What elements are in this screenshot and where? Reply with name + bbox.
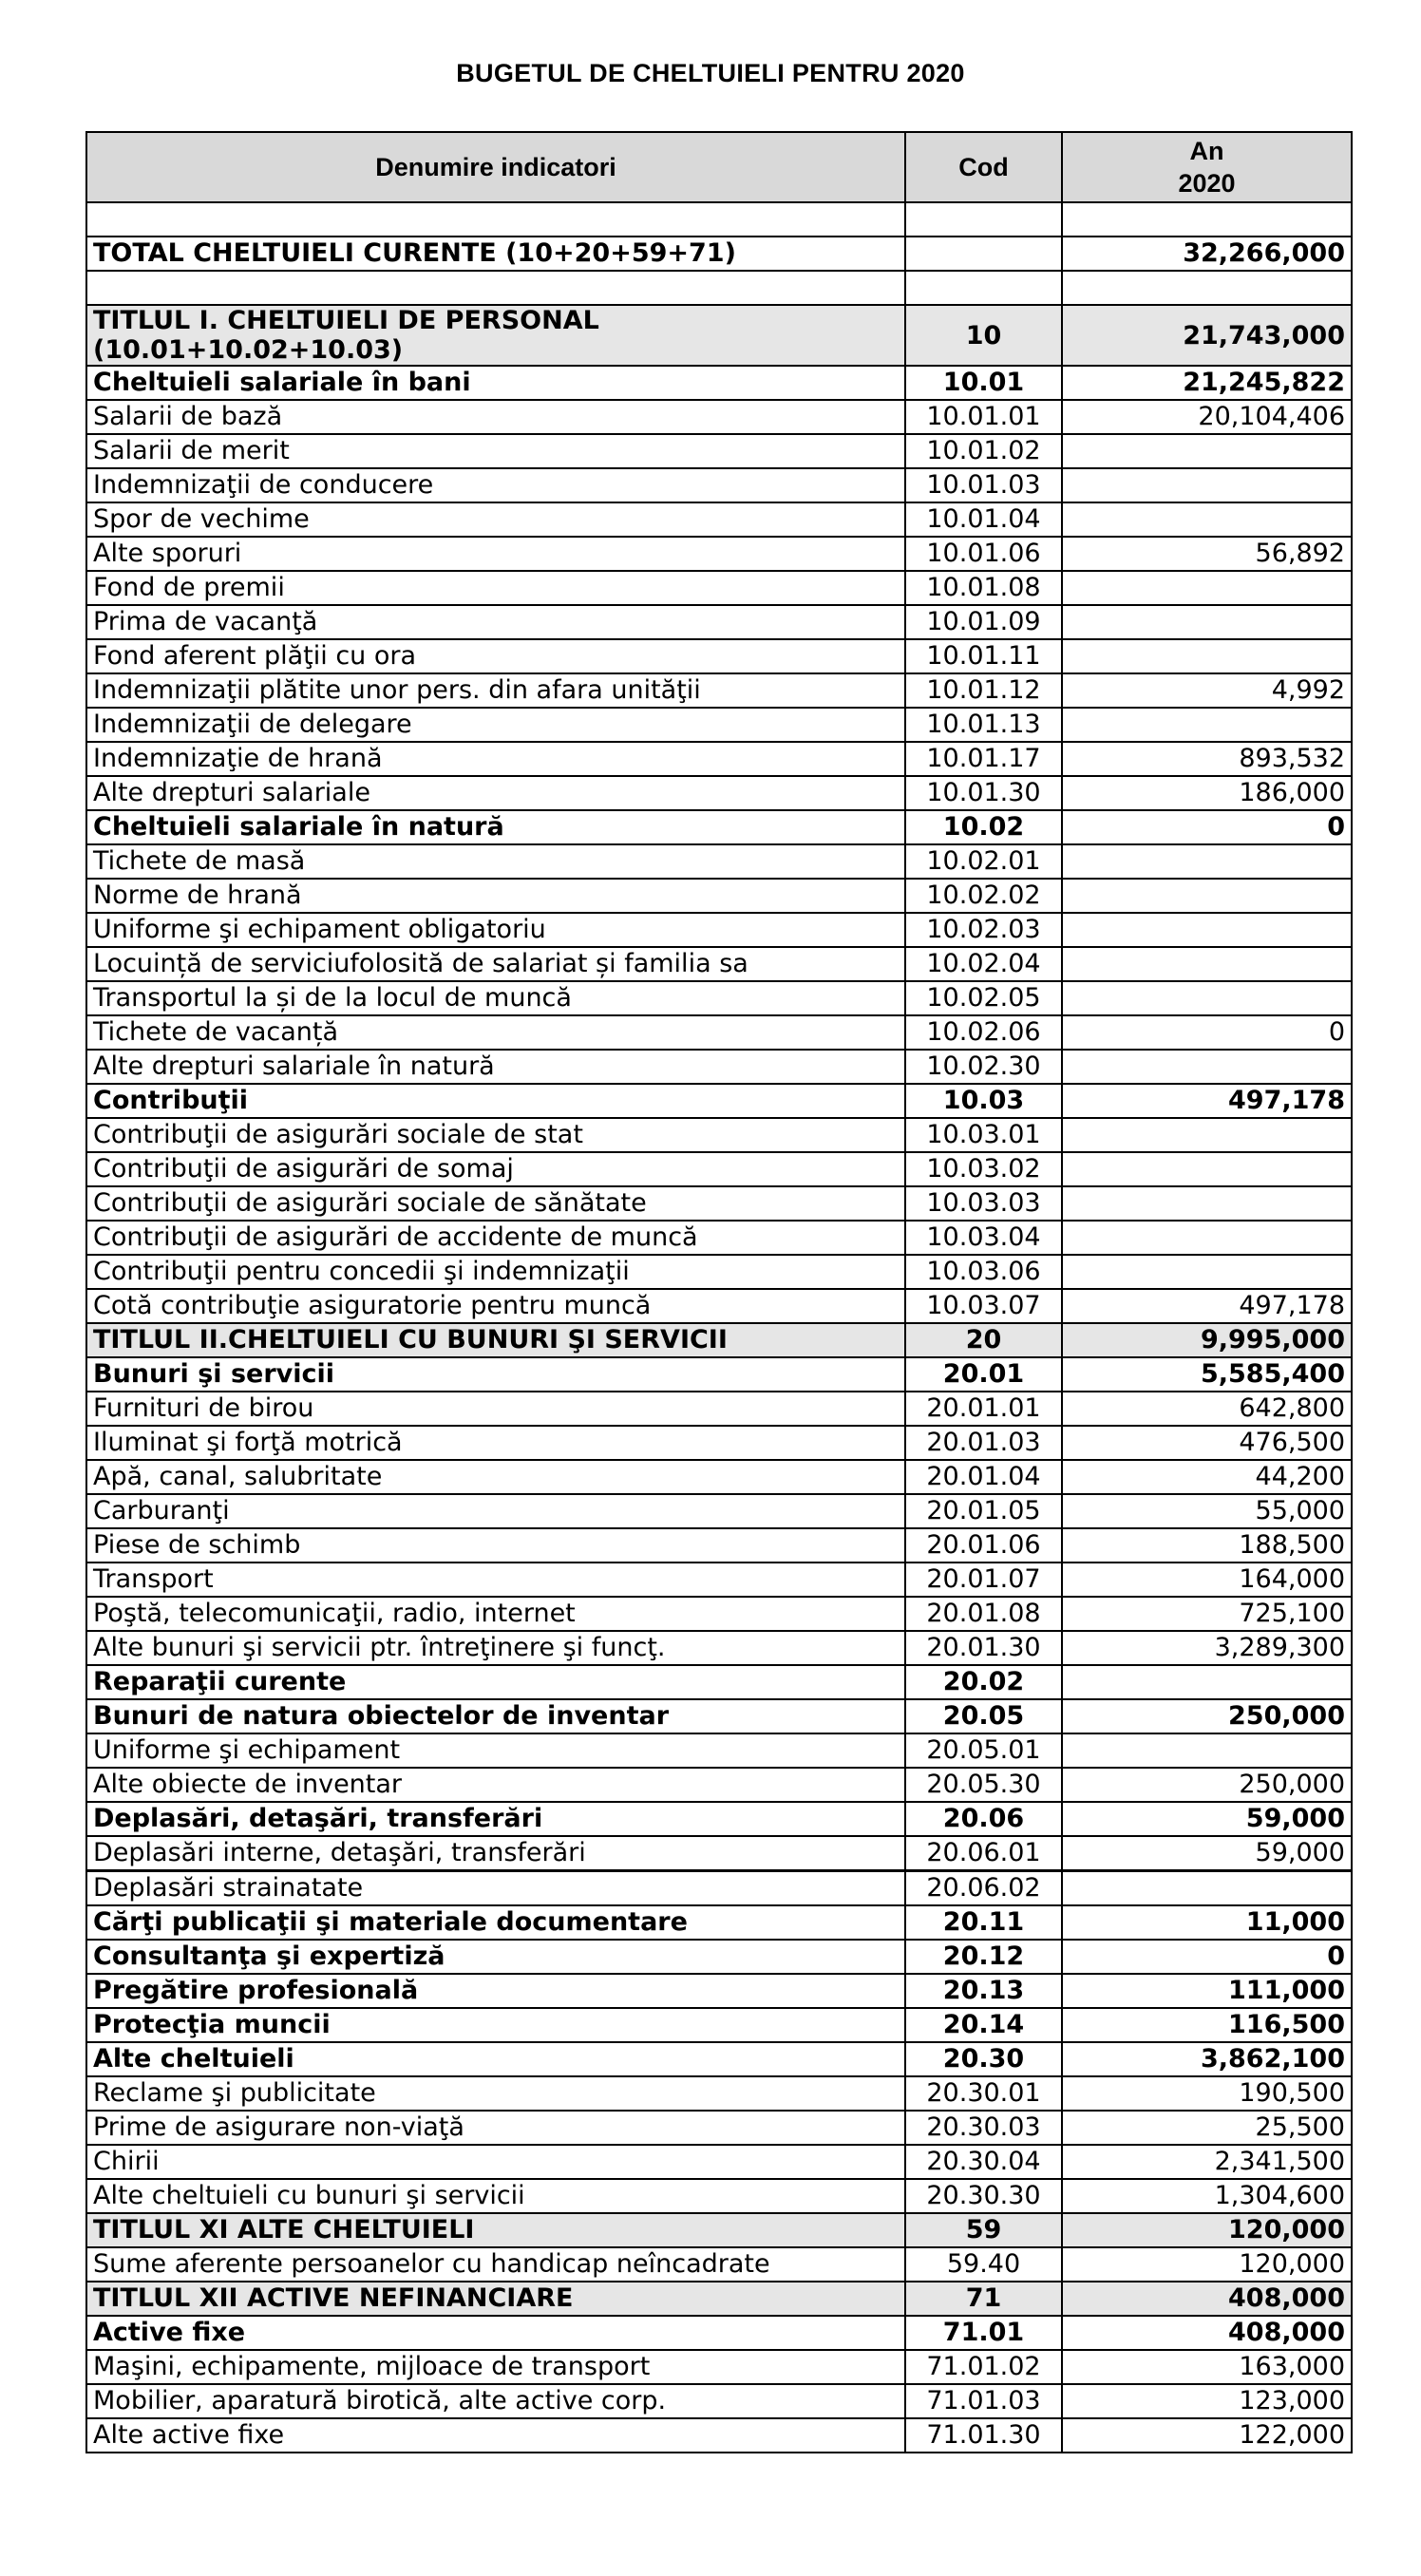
row-value: 3,289,300: [1062, 1631, 1352, 1665]
table-row: [86, 844, 1352, 879]
row-value: 120,000: [1062, 2213, 1352, 2247]
row-name: Contribuţii pentru concedii şi indemnizaţii: [86, 1255, 905, 1289]
row-value: [1062, 1733, 1352, 1768]
row-code: 10.02.06: [905, 1015, 1062, 1050]
row-name: Locuință de serviciufolosită de salariat și familia sa: [86, 947, 905, 981]
row-code: 20.05.30: [905, 1768, 1062, 1802]
row-name: Cărţi publicaţii şi materiale documentare: [86, 1905, 905, 1940]
table-row: [86, 742, 1352, 776]
row-name: Maşini, echipamente, mijloace de transport: [86, 2350, 905, 2384]
row-code: 10.01.17: [905, 742, 1062, 776]
row-code: 20.11: [905, 1905, 1062, 1940]
table-row: [86, 1836, 1352, 1871]
row-name: Deplasări interne, detaşări, transferări: [86, 1836, 905, 1871]
row-value: [1062, 879, 1352, 913]
table-row: [86, 1152, 1352, 1186]
table-row: [86, 2076, 1352, 2111]
row-value: [1062, 1118, 1352, 1152]
row-code: 10.02.01: [905, 844, 1062, 879]
row-value: [1062, 434, 1352, 468]
row-code: 20: [905, 1323, 1062, 1357]
row-name: [86, 202, 905, 237]
row-code: 20.30.30: [905, 2179, 1062, 2213]
row-name: Contribuţii: [86, 1084, 905, 1118]
table-row: [86, 1974, 1352, 2008]
row-name: Alte drepturi salariale în natură: [86, 1050, 905, 1084]
row-name: Reparaţii curente: [86, 1665, 905, 1699]
row-value: 1,304,600: [1062, 2179, 1352, 2213]
row-name: Indemnizaţii de conducere: [86, 468, 905, 502]
row-code: 20.01.03: [905, 1426, 1062, 1460]
row-value: 188,500: [1062, 1528, 1352, 1563]
table-row: [86, 1289, 1352, 1323]
row-name: Salarii de merit: [86, 434, 905, 468]
row-value: 2,341,500: [1062, 2145, 1352, 2179]
row-code: 59: [905, 2213, 1062, 2247]
row-name: Uniforme şi echipament: [86, 1733, 905, 1768]
row-code: 10.02.04: [905, 947, 1062, 981]
row-name: Alte obiecte de inventar: [86, 1768, 905, 1802]
row-code: 20.01.07: [905, 1563, 1062, 1597]
row-code: 10.02: [905, 810, 1062, 844]
row-value: [1062, 1255, 1352, 1289]
table-row: [86, 2316, 1352, 2350]
table-row: [86, 2384, 1352, 2418]
row-code: 71.01.30: [905, 2418, 1062, 2453]
table-row: [86, 2418, 1352, 2453]
row-code: 20.12: [905, 1940, 1062, 1974]
row-value: [1062, 1152, 1352, 1186]
row-value: 55,000: [1062, 1494, 1352, 1528]
table-row: [86, 1494, 1352, 1528]
table-row: [86, 202, 1352, 237]
row-value: 0: [1062, 1015, 1352, 1050]
table-row: [86, 1665, 1352, 1699]
header-year: [1062, 132, 1352, 202]
table-row: [86, 1118, 1352, 1152]
row-value: 122,000: [1062, 2418, 1352, 2453]
row-value: 725,100: [1062, 1597, 1352, 1631]
row-code: 10.01: [905, 366, 1062, 400]
row-value: [1062, 981, 1352, 1015]
table-row: [86, 1084, 1352, 1118]
row-name: TITLUL II.CHELTUIELI CU BUNURI ŞI SERVICII: [86, 1323, 905, 1357]
table-row: [86, 271, 1352, 305]
row-name: Contribuţii de asigurări sociale de sănătate: [86, 1186, 905, 1221]
table-row: [86, 708, 1352, 742]
row-value: 11,000: [1062, 1905, 1352, 1940]
table-row: [86, 1323, 1352, 1357]
row-name: TITLUL I. CHELTUIELI DE PERSONAL (10.01+10.02+10.03): [86, 305, 905, 366]
table-row: [86, 571, 1352, 605]
table-row: [86, 1940, 1352, 1974]
row-name: Chirii: [86, 2145, 905, 2179]
row-value: [1062, 639, 1352, 673]
table-row: [86, 1255, 1352, 1289]
row-code: 10.01.12: [905, 673, 1062, 708]
table-row: [86, 776, 1352, 810]
row-value: [1062, 571, 1352, 605]
row-value: 116,500: [1062, 2008, 1352, 2042]
header-year-line1: An: [1189, 137, 1224, 165]
row-name: Alte cheltuieli: [86, 2042, 905, 2076]
table-row: [86, 605, 1352, 639]
row-value: [1062, 1050, 1352, 1084]
row-code: [905, 237, 1062, 271]
row-code: 10.01.03: [905, 468, 1062, 502]
table-row: [86, 1563, 1352, 1597]
row-name: Contribuţii de asigurări de accidente de muncă: [86, 1221, 905, 1255]
row-name: Fond aferent plăţii cu ora: [86, 639, 905, 673]
table-row: [86, 981, 1352, 1015]
row-name: TITLUL XI ALTE CHELTUIELI: [86, 2213, 905, 2247]
row-code: 10.01.01: [905, 400, 1062, 434]
row-value: 25,500: [1062, 2111, 1352, 2145]
table-row: [86, 1768, 1352, 1802]
row-value: 408,000: [1062, 2282, 1352, 2316]
row-value: [1062, 1665, 1352, 1699]
row-code: 20.05: [905, 1699, 1062, 1733]
row-value: 250,000: [1062, 1699, 1352, 1733]
row-name: Active fixe: [86, 2316, 905, 2350]
row-name: Alte sporuri: [86, 537, 905, 571]
row-code: 71.01: [905, 2316, 1062, 2350]
table-row: [86, 1871, 1352, 1906]
row-value: 250,000: [1062, 1768, 1352, 1802]
row-name: Tichete de masă: [86, 844, 905, 879]
row-value: 111,000: [1062, 1974, 1352, 2008]
table-row: [86, 1631, 1352, 1665]
row-code: 20.01.30: [905, 1631, 1062, 1665]
row-code: 10.01.06: [905, 537, 1062, 571]
row-value: 0: [1062, 1940, 1352, 1974]
row-code: 20.06.02: [905, 1871, 1062, 1906]
row-name: Alte bunuri şi servicii ptr. întreţinere şi funcţ.: [86, 1631, 905, 1665]
row-code: 20.30.01: [905, 2076, 1062, 2111]
row-code: 20.01.01: [905, 1392, 1062, 1426]
table-row: [86, 400, 1352, 434]
row-code: 10.03.03: [905, 1186, 1062, 1221]
row-name: Indemnizaţii de delegare: [86, 708, 905, 742]
row-value: [1062, 844, 1352, 879]
row-value: 5,585,400: [1062, 1357, 1352, 1392]
row-code: 20.13: [905, 1974, 1062, 2008]
row-name: Bunuri şi servicii: [86, 1357, 905, 1392]
row-name: Spor de vechime: [86, 502, 905, 537]
row-code: 20.01.06: [905, 1528, 1062, 1563]
row-name: Sume aferente persoanelor cu handicap neîncadrate: [86, 2247, 905, 2282]
row-value: [1062, 708, 1352, 742]
table-row: [86, 913, 1352, 947]
table-row: [86, 434, 1352, 468]
row-name: Piese de schimb: [86, 1528, 905, 1563]
budget-table: [85, 131, 1353, 2453]
row-code: 71.01.03: [905, 2384, 1062, 2418]
row-code: 20.01.04: [905, 1460, 1062, 1494]
row-value: [1062, 468, 1352, 502]
row-value: 123,000: [1062, 2384, 1352, 2418]
table-row: [86, 2213, 1352, 2247]
row-name: Mobilier, aparatură birotică, alte active corp.: [86, 2384, 905, 2418]
row-code: 20.30.04: [905, 2145, 1062, 2179]
row-value: 186,000: [1062, 776, 1352, 810]
row-code: [905, 271, 1062, 305]
row-name: Protecţia muncii: [86, 2008, 905, 2042]
row-value: 190,500: [1062, 2076, 1352, 2111]
row-code: 10.02.30: [905, 1050, 1062, 1084]
table-row: [86, 1802, 1352, 1836]
row-code: 20.06.01: [905, 1836, 1062, 1871]
row-value: 408,000: [1062, 2316, 1352, 2350]
row-name: Deplasări, detaşări, transferări: [86, 1802, 905, 1836]
row-value: 32,266,000: [1062, 237, 1352, 271]
header-code: Cod: [905, 132, 1062, 202]
row-name: Cheltuieli salariale în natură: [86, 810, 905, 844]
row-code: 71: [905, 2282, 1062, 2316]
table-row: [86, 305, 1352, 366]
row-value: 476,500: [1062, 1426, 1352, 1460]
row-value: 163,000: [1062, 2350, 1352, 2384]
table-row: [86, 366, 1352, 400]
row-name: TOTAL CHELTUIELI CURENTE (10+20+59+71): [86, 237, 905, 271]
row-name: Salarii de bază: [86, 400, 905, 434]
table-row: [86, 1357, 1352, 1392]
row-name: Bunuri de natura obiectelor de inventar: [86, 1699, 905, 1733]
row-code: 10.01.11: [905, 639, 1062, 673]
table-row: [86, 2042, 1352, 2076]
table-row: [86, 1733, 1352, 1768]
row-name: Iluminat şi forţă motrică: [86, 1426, 905, 1460]
row-code: 10: [905, 305, 1062, 366]
row-name: Norme de hrană: [86, 879, 905, 913]
row-value: 3,862,100: [1062, 2042, 1352, 2076]
row-name: Cheltuieli salariale în bani: [86, 366, 905, 400]
table-row: [86, 879, 1352, 913]
row-code: [905, 202, 1062, 237]
row-code: 20.05.01: [905, 1733, 1062, 1768]
table-row: [86, 1426, 1352, 1460]
table-row: [86, 1392, 1352, 1426]
table-row: [86, 1050, 1352, 1084]
row-name: Pregătire profesională: [86, 1974, 905, 2008]
row-name: Prima de vacanţă: [86, 605, 905, 639]
row-code: 10.01.04: [905, 502, 1062, 537]
row-code: 10.03.01: [905, 1118, 1062, 1152]
row-value: 20,104,406: [1062, 400, 1352, 434]
row-name: Reclame şi publicitate: [86, 2076, 905, 2111]
row-code: 10.03: [905, 1084, 1062, 1118]
table-row: [86, 2145, 1352, 2179]
row-value: [1062, 605, 1352, 639]
row-code: 20.14: [905, 2008, 1062, 2042]
row-name: Uniforme şi echipament obligatoriu: [86, 913, 905, 947]
table-row: [86, 2247, 1352, 2282]
row-name: Transportul la și de la locul de muncă: [86, 981, 905, 1015]
row-name: Alte cheltuieli cu bunuri şi servicii: [86, 2179, 905, 2213]
row-name: Poştă, telecomunicaţii, radio, internet: [86, 1597, 905, 1631]
table-row: [86, 1597, 1352, 1631]
row-value: [1062, 1871, 1352, 1906]
row-value: 4,992: [1062, 673, 1352, 708]
table-row: [86, 1186, 1352, 1221]
table-row: [86, 2008, 1352, 2042]
table-header-row: [86, 132, 1352, 202]
row-value: [1062, 1221, 1352, 1255]
row-name: Indemnizaţii plătite unor pers. din afara unităţii: [86, 673, 905, 708]
row-code: 10.03.04: [905, 1221, 1062, 1255]
row-name: TITLUL XII ACTIVE NEFINANCIARE: [86, 2282, 905, 2316]
table-row: [86, 1221, 1352, 1255]
row-value: 21,743,000: [1062, 305, 1352, 366]
row-code: 10.01.13: [905, 708, 1062, 742]
row-name: Cotă contribuţie asiguratorie pentru muncă: [86, 1289, 905, 1323]
row-value: [1062, 913, 1352, 947]
row-name: Deplasări strainatate: [86, 1871, 905, 1906]
table-row: [86, 1015, 1352, 1050]
row-code: 10.01.08: [905, 571, 1062, 605]
row-code: 10.02.02: [905, 879, 1062, 913]
row-name: Apă, canal, salubritate: [86, 1460, 905, 1494]
row-value: [1062, 271, 1352, 305]
table-row: [86, 2179, 1352, 2213]
table-row: [86, 2282, 1352, 2316]
row-value: 893,532: [1062, 742, 1352, 776]
row-value: 59,000: [1062, 1802, 1352, 1836]
row-code: 20.01.05: [905, 1494, 1062, 1528]
row-value: [1062, 502, 1352, 537]
row-code: 71.01.02: [905, 2350, 1062, 2384]
row-code: 10.03.02: [905, 1152, 1062, 1186]
row-code: 20.06: [905, 1802, 1062, 1836]
row-code: 20.02: [905, 1665, 1062, 1699]
page-title: BUGETUL DE CHELTUIELI PENTRU 2020: [456, 59, 965, 87]
row-name: Indemnizaţie de hrană: [86, 742, 905, 776]
table-row: [86, 673, 1352, 708]
header-name: Denumire indicatori: [86, 132, 905, 202]
row-name: Carburanţi: [86, 1494, 905, 1528]
row-code: 10.03.06: [905, 1255, 1062, 1289]
table-row: [86, 639, 1352, 673]
row-name: Alte drepturi salariale: [86, 776, 905, 810]
table-row: [86, 468, 1352, 502]
row-name: Contribuţii de asigurări de somaj: [86, 1152, 905, 1186]
row-code: 20.30.03: [905, 2111, 1062, 2145]
table-row: [86, 502, 1352, 537]
table-row: [86, 237, 1352, 271]
table-row: [86, 537, 1352, 571]
row-value: 497,178: [1062, 1289, 1352, 1323]
row-code: 10.01.30: [905, 776, 1062, 810]
table-row: [86, 2111, 1352, 2145]
row-code: 20.01: [905, 1357, 1062, 1392]
row-code: 10.03.07: [905, 1289, 1062, 1323]
row-code: 10.01.09: [905, 605, 1062, 639]
row-name: [86, 271, 905, 305]
row-value: [1062, 947, 1352, 981]
row-name: Furnituri de birou: [86, 1392, 905, 1426]
row-name: Fond de premii: [86, 571, 905, 605]
table-body: [86, 202, 1352, 2453]
row-value: 497,178: [1062, 1084, 1352, 1118]
header-year-line2: 2020: [1178, 169, 1236, 198]
table-row: [86, 1528, 1352, 1563]
row-code: 10.02.03: [905, 913, 1062, 947]
row-value: 59,000: [1062, 1836, 1352, 1871]
table-row: [86, 1699, 1352, 1733]
row-name: Transport: [86, 1563, 905, 1597]
table-row: [86, 810, 1352, 844]
row-code: 59.40: [905, 2247, 1062, 2282]
table-row: [86, 1905, 1352, 1940]
row-name: Consultanţa şi expertiză: [86, 1940, 905, 1974]
row-code: 10.02.05: [905, 981, 1062, 1015]
row-code: 10.01.02: [905, 434, 1062, 468]
row-value: 164,000: [1062, 1563, 1352, 1597]
row-value: 0: [1062, 810, 1352, 844]
row-value: [1062, 202, 1352, 237]
row-value: 44,200: [1062, 1460, 1352, 1494]
row-value: [1062, 1186, 1352, 1221]
row-name: Alte active fixe: [86, 2418, 905, 2453]
row-name: Tichete de vacanță: [86, 1015, 905, 1050]
row-name: Prime de asigurare non-viaţă: [86, 2111, 905, 2145]
row-value: 9,995,000: [1062, 1323, 1352, 1357]
row-value: 21,245,822: [1062, 366, 1352, 400]
table-row: [86, 2350, 1352, 2384]
row-value: 56,892: [1062, 537, 1352, 571]
row-name: Contribuţii de asigurări sociale de stat: [86, 1118, 905, 1152]
row-value: 642,800: [1062, 1392, 1352, 1426]
table-row: [86, 1460, 1352, 1494]
row-code: 20.01.08: [905, 1597, 1062, 1631]
row-code: 20.30: [905, 2042, 1062, 2076]
table-row: [86, 947, 1352, 981]
row-value: 120,000: [1062, 2247, 1352, 2282]
